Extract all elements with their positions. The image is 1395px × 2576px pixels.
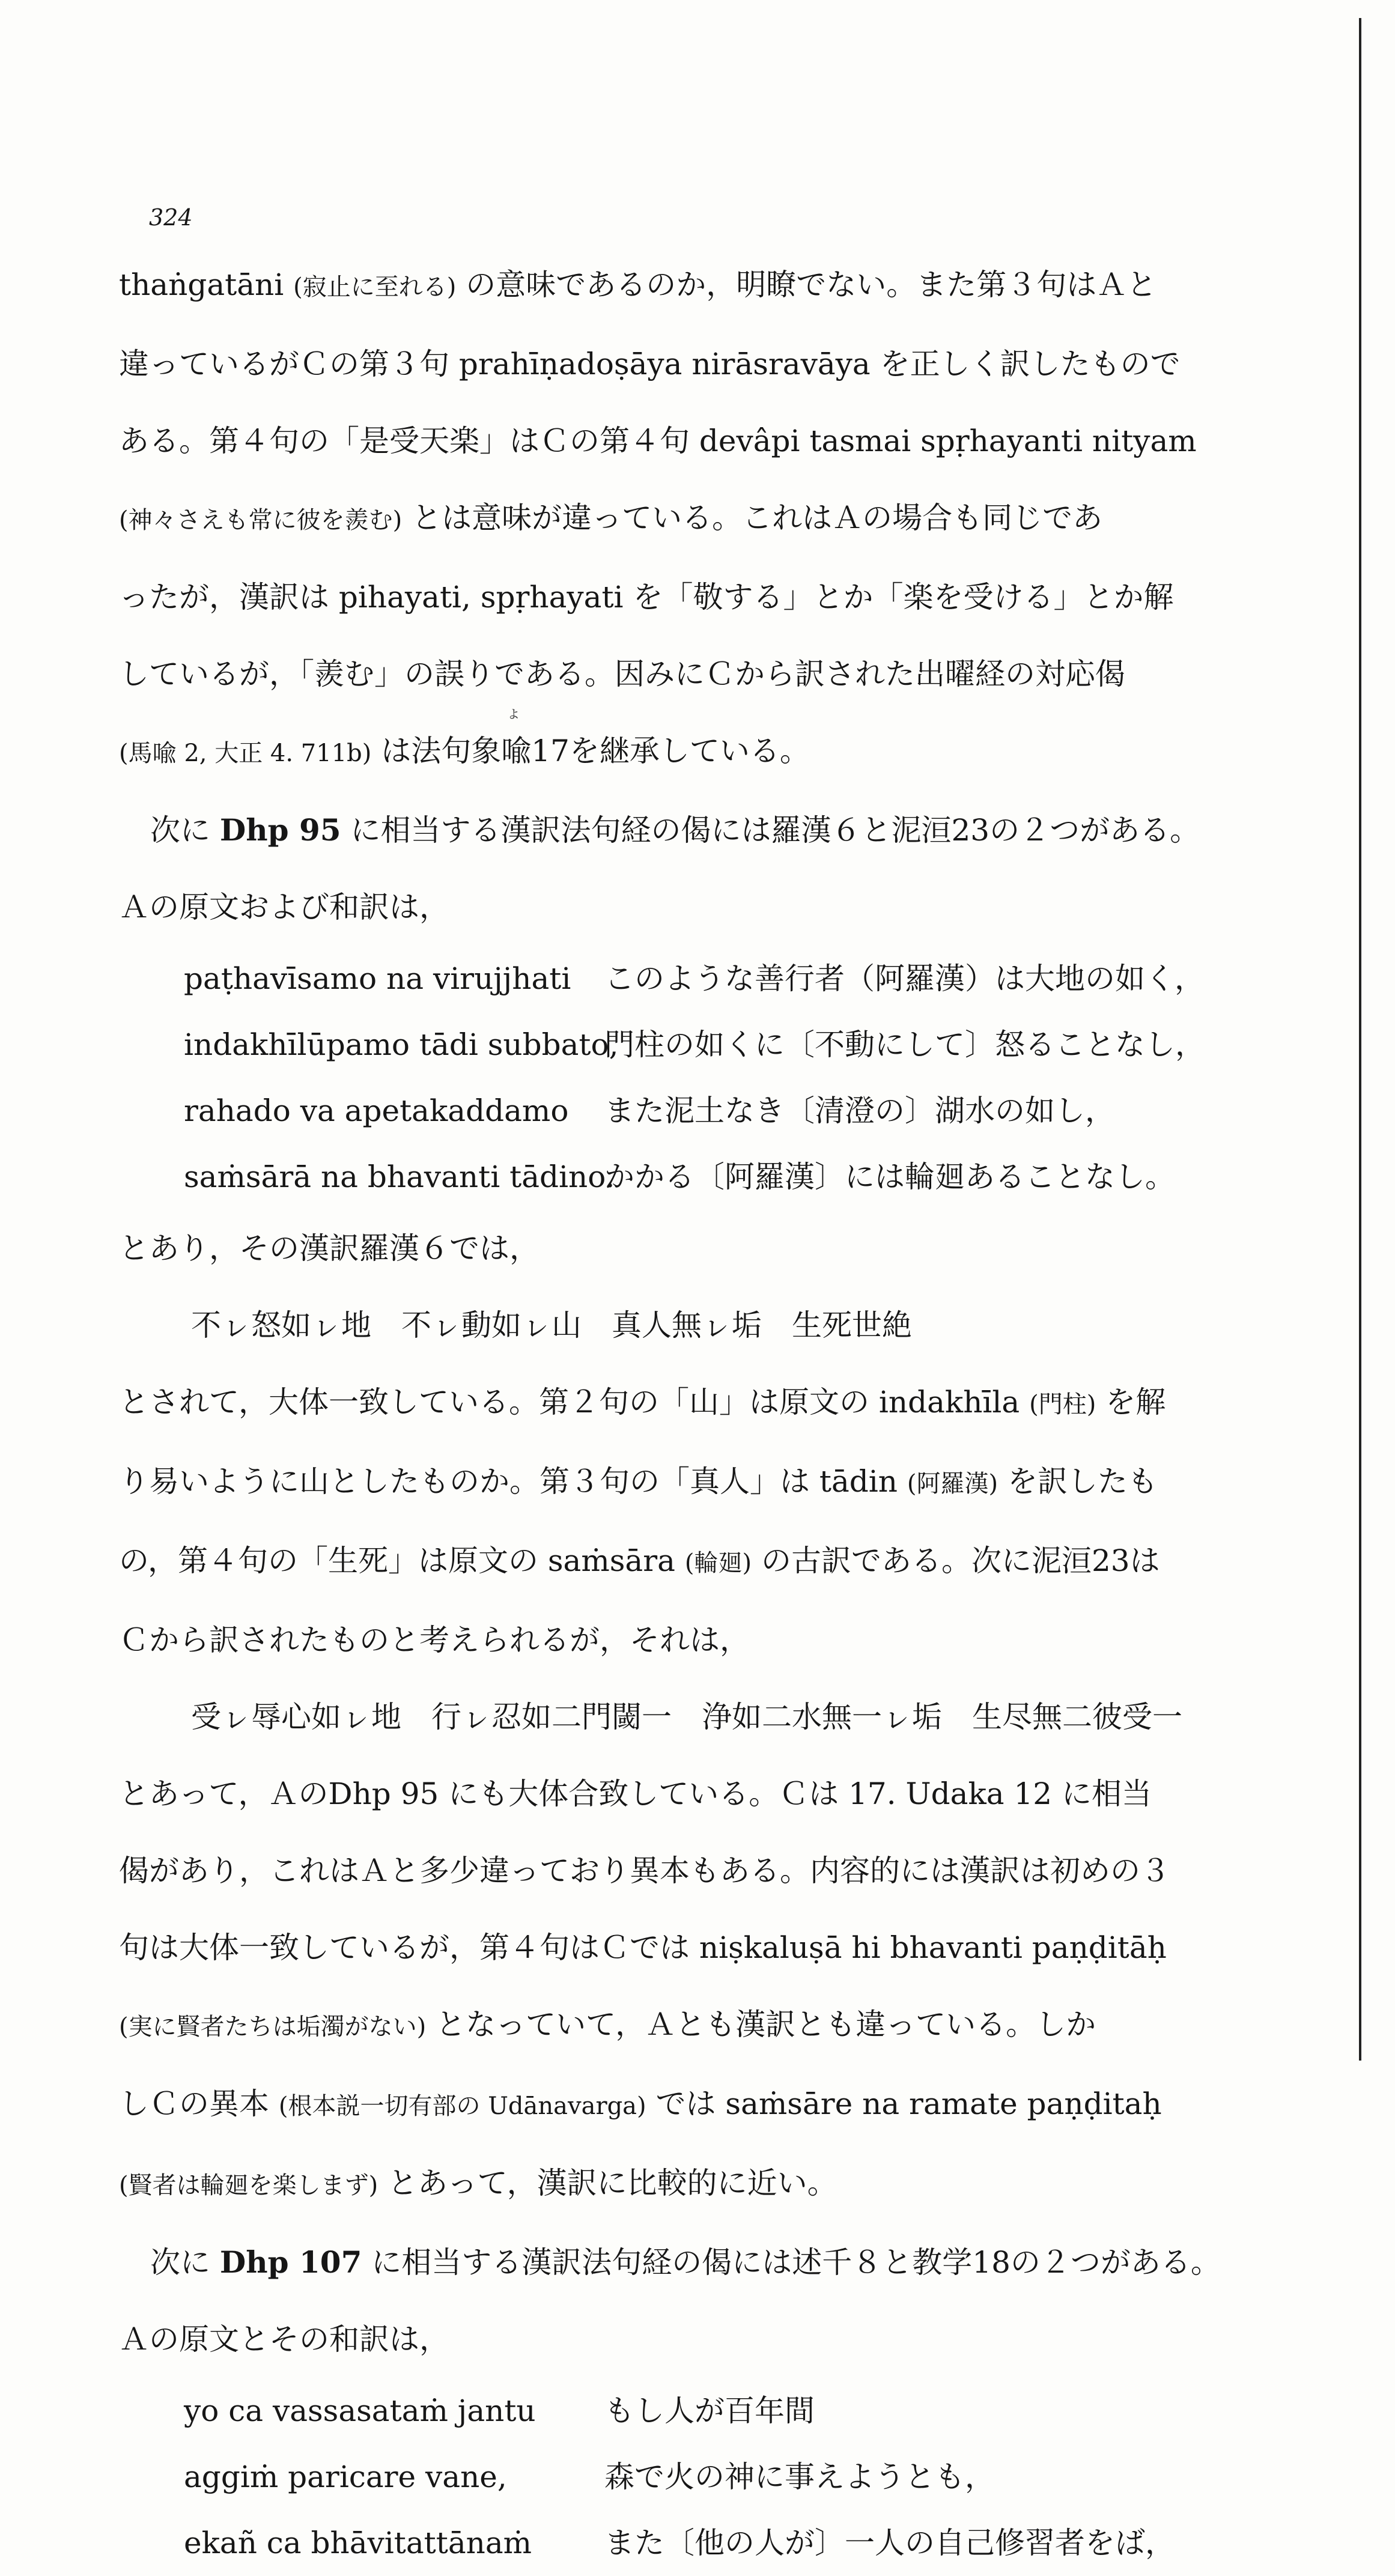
japanese-translation: 森で火の神に事えようとも， (604, 2459, 995, 2494)
verse-dhp-107 (119, 2378, 1206, 2576)
gloss-text: (輪廻) (684, 1549, 752, 1577)
paragraph-5-line-2: Ａの原文とその和訳は， (119, 2322, 449, 2357)
text-line (119, 1832, 1206, 1909)
text-line (119, 1443, 1206, 1522)
text-line (119, 1364, 1206, 1443)
gloss-text: (賢者は輪廻を楽しまず) (119, 2172, 378, 2199)
text-line (119, 1755, 1206, 1832)
japanese-translation: 門柱の如くに〔不動にして〕怒ることなし， (604, 1027, 1205, 1062)
pali-text: paṭhavīsamo na virujjhati (184, 961, 571, 996)
text-line (119, 479, 1206, 559)
text-span: ある。第４句の「是受天楽」はＣの第４句 devâpi tasmai spṛhayanti nityam (119, 424, 1197, 458)
stray-mark: ょ (506, 704, 522, 722)
paragraph-5: 次に Dhp 107 に相当する漢訳法句経の偈には述千８と教学18の２つがある。 (150, 2244, 1221, 2280)
verse-row (119, 1012, 1206, 1078)
japanese-translation: かかる〔阿羅漢〕には輪廻あることなし。 (604, 1159, 1175, 1194)
text-span: 句は大体一致しているが，第４句はＣでは niṣkaluṣā hi bhavanti paṇḍitāḥ (119, 1930, 1167, 1965)
text-span: の意味であるのか，明瞭でない。また第３句はＡと (456, 267, 1157, 302)
text-line (119, 402, 1206, 479)
japanese-translation: もし人が百年間 (604, 2393, 815, 2428)
text-line (119, 246, 1206, 326)
page-body (119, 246, 1221, 2576)
paragraph-4 (119, 1755, 1206, 2224)
text-span: thaṅgatāni (119, 267, 294, 302)
text-span: とは意味が違っている。これはＡの場合も同じであ (402, 500, 1103, 535)
dhp-107-ref: Dhp 107 (219, 2244, 362, 2280)
text-span: しＣの異本 (119, 2086, 279, 2121)
verse-dhp-95 (119, 946, 1206, 1210)
paragraph-1 (119, 246, 1206, 792)
text-span: を解 (1096, 1385, 1166, 1420)
pali-text: indakhīlūpamo tādi subbato, (184, 1027, 619, 1062)
pali-text: rahado va apetakaddamo (184, 1093, 569, 1128)
text-span: Ｃから訳されたものと考えられるが，それは， (119, 1623, 750, 1657)
text-line (119, 636, 1206, 712)
text-line (119, 2065, 1206, 2145)
paragraph-3 (119, 1364, 1206, 1678)
text-span: しているが，「羨む」の誤りである。因みにＣから訳された出曜経の対応偈 (119, 657, 1125, 691)
text-span: の，第４句の「生死」は原文の saṁsāra (119, 1543, 685, 1578)
japanese-translation: このような善行者（阿羅漢）は大地の如く， (604, 961, 1205, 996)
dhp-95-ref: Dhp 95 (219, 812, 341, 848)
text-span: り易いように山としたものか。第３句の「真人」は tādin (119, 1464, 907, 1499)
gloss-text: (門柱) (1029, 1391, 1096, 1418)
verse-row (119, 946, 1206, 1012)
verse-row (119, 2378, 1206, 2444)
text-span: 違っているがＣの第３句 prahīṇadoṣāya nirāsravāya を正しく訳したもので (119, 347, 1181, 381)
text-span: を訳したも (998, 1464, 1158, 1499)
gloss-text: (根本説一切有部の Udānavarga) (278, 2092, 646, 2120)
pali-text: ekañ ca bhāvitattānaṁ (184, 2526, 532, 2560)
text-line (119, 712, 1206, 792)
japanese-translation: また〔他の人が〕一人の自己修習者をば， (604, 2526, 1175, 2560)
pali-text: aggiṁ paricare vane, (184, 2459, 507, 2494)
verse-row (119, 2444, 1206, 2510)
text-line (119, 2145, 1206, 2224)
text-line (119, 326, 1206, 402)
text-line (119, 1909, 1206, 1986)
gloss-text: (寂止に至れる) (293, 273, 457, 301)
text-span: では saṁsāre na ramate paṇḍitaḥ (646, 2086, 1162, 2121)
text-span: とあって，漢訳に比較的に近い。 (378, 2166, 837, 2201)
text-span: は法句象喩17を継承している。 (371, 734, 810, 768)
page-number: 324 (149, 204, 193, 231)
verse-row (119, 1144, 1206, 1210)
gloss-text: (馬喩 2, 大正 4. 711b) (119, 740, 372, 767)
verse-row (119, 2510, 1206, 2576)
pali-text: saṁsārā na bhavanti tādino. (184, 1159, 615, 1194)
kanbun-naion-23: 受ㇾ辱心如ㇾ地 行ㇾ忍如二門閾一 浄如二水無一ㇾ垢 生尽無二彼受一 (191, 1700, 1182, 1734)
gloss-text: (阿羅漢) (907, 1470, 998, 1498)
page-edge-rule (1359, 18, 1361, 2061)
text-span: 偈があり，これはＡと多少違っており異本もある。内容的には漢訳は初めの３ (119, 1853, 1170, 1888)
text-line (119, 1522, 1206, 1602)
text-span: の古訳である。次に泥洹23は (752, 1543, 1160, 1578)
after-verse-1: とあり，その漢訳羅漢６では， (119, 1231, 539, 1266)
text-line (119, 559, 1206, 636)
text-span: とあって，ＡのDhp 95 にも大体合致している。Ｃは 17. Udaka 12 に相当 (119, 1776, 1152, 1811)
paragraph-2-line-2: Ａの原文および和訳は， (119, 890, 449, 925)
gloss-text: (神々さえも常に彼を羨む) (119, 506, 403, 534)
verse-row (119, 1078, 1206, 1144)
kanbun-rakan-6: 不ㇾ怒如ㇾ地 不ㇾ動如ㇾ山 真人無ㇾ垢 生死世絶 (191, 1308, 912, 1343)
gloss-text: (実に賢者たちは垢濁がない) (119, 2013, 427, 2041)
paragraph-2: 次に Dhp 95 に相当する漢訳法句経の偈には羅漢６と泥洹23の２つがある。 (150, 812, 1200, 848)
text-span: となっていて，Ａとも漢訳とも違っている。しか (426, 2007, 1096, 2042)
pali-text: yo ca vassasataṁ jantu (184, 2393, 536, 2428)
text-span: ったが，漢訳は pihayati, spṛhayati を「敬する」とか「楽を受ける」とか解 (119, 580, 1174, 615)
text-line (119, 1602, 1206, 1678)
japanese-translation: また泥土なき〔清澄の〕湖水の如し， (604, 1093, 1115, 1128)
text-span: とされて，大体一致している。第２句の「山」は原文の indakhīla (119, 1385, 1030, 1420)
text-line (119, 1986, 1206, 2065)
